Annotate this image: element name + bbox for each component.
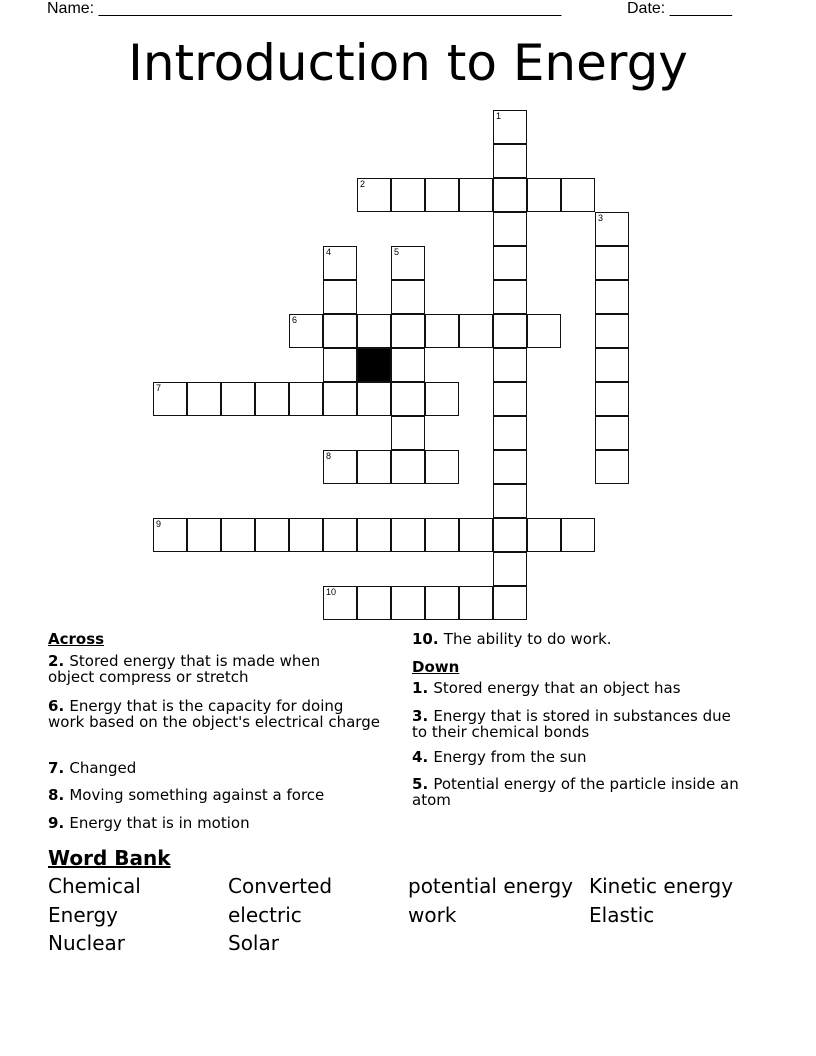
crossword-cell[interactable] [493,484,527,518]
word-bank-word: Converted [228,874,333,898]
crossword-cell[interactable] [595,450,629,484]
down-clue-5: 5. Potential energy of the particle inside an atom [412,775,739,809]
across-clue-9: 9. Energy that is in motion [48,814,250,832]
name-field-line[interactable]: Name: ____________________________________________________ [47,0,562,17]
page-title: Introduction to Energy [128,34,688,92]
crossword-cell[interactable] [153,382,187,416]
crossword-cell[interactable] [561,518,595,552]
crossword-cell[interactable] [459,518,493,552]
crossword-cell[interactable] [595,416,629,450]
crossword-cell[interactable] [595,348,629,382]
crossword-cell[interactable] [391,382,425,416]
crossword-cell[interactable] [595,280,629,314]
crossword-cell[interactable] [323,382,357,416]
crossword-cell[interactable] [493,586,527,620]
clue-number-8: 8 [326,451,332,461]
across-clue-8: 8. Moving something against a force [48,786,325,804]
across-clue-7: 7. Changed [48,759,137,777]
crossword-cell[interactable] [425,450,459,484]
crossword-cell[interactable] [391,178,425,212]
crossword-cell[interactable] [153,518,187,552]
crossword-cell[interactable] [323,348,357,382]
crossword-cell[interactable] [289,382,323,416]
crossword-cell[interactable] [561,178,595,212]
crossword-cell[interactable] [255,382,289,416]
crossword-cell[interactable] [323,246,357,280]
crossword-cell[interactable] [391,586,425,620]
crossword-cell[interactable] [493,212,527,246]
word-bank-word: potential energy [408,874,574,898]
crossword-cell[interactable] [391,416,425,450]
crossword-cell[interactable] [323,450,357,484]
date-field-line[interactable]: Date: _______ [627,0,732,17]
header-line [47,0,767,20]
word-bank-word: Energy [48,903,119,927]
crossword-cell[interactable] [357,314,391,348]
crossword-cell[interactable] [289,518,323,552]
crossword-cell[interactable] [493,450,527,484]
crossword-cell[interactable] [493,348,527,382]
crossword-cell[interactable] [357,450,391,484]
crossword-cell[interactable] [391,450,425,484]
crossword-cell[interactable] [493,178,527,212]
crossword-cell[interactable] [493,552,527,586]
crossword-cell[interactable] [595,212,629,246]
crossword-cell[interactable] [595,314,629,348]
down-heading: Down [412,658,460,676]
word-bank-word: electric [228,903,302,927]
crossword-cell[interactable] [357,178,391,212]
across-clue-6: 6. Energy that is the capacity for doing work based on the object's electrical charge [48,697,380,731]
clue-number-2: 2 [360,179,366,189]
blocked-cell [357,348,391,382]
clue-number-5: 5 [394,247,400,257]
crossword-cell[interactable] [459,314,493,348]
clue-number-9: 9 [156,519,162,529]
crossword-cell[interactable] [323,586,357,620]
down-clue-1: 1. Stored energy that an object has [412,679,681,697]
crossword-cell[interactable] [493,518,527,552]
crossword-cell[interactable] [493,382,527,416]
word-bank-word: Kinetic energy [589,874,734,898]
word-bank-heading: Word Bank [48,846,171,870]
crossword-cell[interactable] [493,280,527,314]
clue-number-7: 7 [156,383,162,393]
crossword-cell[interactable] [459,586,493,620]
crossword-cell[interactable] [493,416,527,450]
crossword-cell[interactable] [221,518,255,552]
crossword-cell[interactable] [425,586,459,620]
clue-number-1: 1 [496,111,502,121]
crossword-cell[interactable] [323,314,357,348]
crossword-cell[interactable] [289,314,323,348]
across-clue-2: 2. Stored energy that is made when object compress or stretch [48,652,321,686]
clue-number-6: 6 [292,315,298,325]
crossword-cell[interactable] [425,382,459,416]
crossword-cell[interactable] [493,144,527,178]
clue-number-3: 3 [598,213,604,223]
crossword-cell[interactable] [391,314,425,348]
crossword-cell[interactable] [425,178,459,212]
word-bank-word: Solar [228,931,279,955]
crossword-cell[interactable] [357,382,391,416]
crossword-cell[interactable] [221,382,255,416]
crossword-cell[interactable] [527,178,561,212]
crossword-cell[interactable] [493,246,527,280]
word-bank-word: work [408,903,457,927]
crossword-cell[interactable] [357,518,391,552]
crossword-cell[interactable] [459,178,493,212]
crossword-cell[interactable] [391,280,425,314]
across-heading: Across [48,630,105,648]
word-bank-word: Nuclear [48,931,125,955]
crossword-cell[interactable] [187,518,221,552]
down-clue-3: 3. Energy that is stored in substances due to their chemical bonds [412,707,731,741]
crossword-cell[interactable] [527,314,561,348]
crossword-cell[interactable] [493,314,527,348]
word-bank-word: Elastic [589,903,655,927]
crossword-cell[interactable] [255,518,289,552]
crossword-cell[interactable] [493,110,527,144]
crossword-cell[interactable] [595,246,629,280]
crossword-cell[interactable] [391,518,425,552]
down-clue-4: 4. Energy from the sun [412,748,587,766]
crossword-cell[interactable] [187,382,221,416]
crossword-cell[interactable] [595,382,629,416]
across-clue-10: 10. The ability to do work. [412,630,612,648]
crossword-cell[interactable] [527,518,561,552]
crossword-cell[interactable] [391,348,425,382]
word-bank-word: Chemical [48,874,141,898]
clue-number-10: 10 [326,587,337,597]
crossword-cell[interactable] [323,280,357,314]
crossword-cell[interactable] [391,246,425,280]
crossword-cell[interactable] [425,518,459,552]
crossword-cell[interactable] [323,518,357,552]
crossword-cell[interactable] [425,314,459,348]
crossword-cell[interactable] [357,586,391,620]
clue-number-4: 4 [326,247,332,257]
